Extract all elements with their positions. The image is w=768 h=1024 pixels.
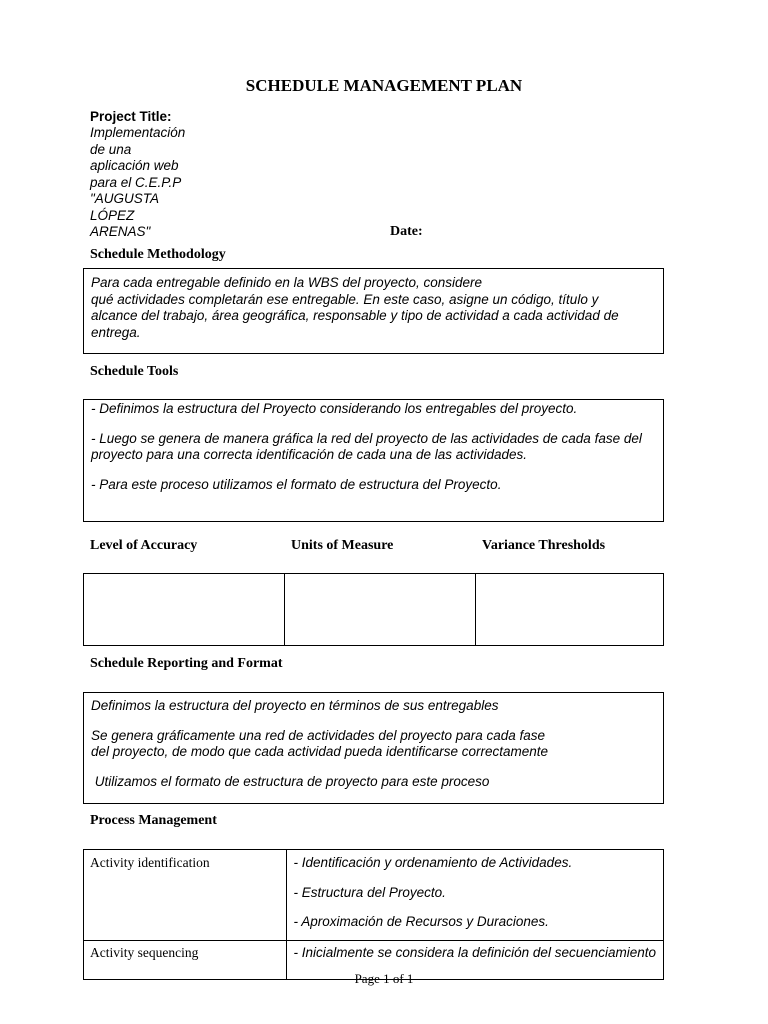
project-title-label: Project Title: (90, 109, 172, 124)
methodology-line: qué actividades completarán ese entregable. En este caso, asigne un código, título y (91, 291, 599, 307)
process-row-items (286, 850, 663, 941)
process-item: - Inicialmente se considera la definición del secuenciamiento (293, 945, 656, 960)
level-of-accuracy-cell[interactable] (84, 574, 285, 646)
tools-heading: Schedule Tools (90, 364, 179, 379)
process-row-label: Activity sequencing (84, 941, 287, 980)
process-item: - Aproximación de Recursos y Duraciones. (293, 914, 549, 929)
reporting-box (83, 692, 664, 804)
methodology-line: alcance del trabajo, área geográfica, responsable y tipo de actividad a cada actividad de (91, 308, 619, 323)
reporting-paragraph: Utilizamos el formato de estructura de proyecto para este proceso (91, 773, 490, 789)
tools-line: proyecto para una correcta identificación de cada una de las actividades. (91, 447, 528, 462)
process-heading: Process Management (90, 813, 217, 828)
project-title-line: ARENAS" (90, 224, 151, 239)
tools-paragraph: - Para este proceso utilizamos el formato de estructura del Proyecto. (91, 476, 502, 492)
variance-thresholds-header: Variance Thresholds (482, 538, 606, 553)
methodology-heading: Schedule Methodology (90, 247, 226, 262)
project-title-value (90, 125, 200, 241)
reporting-paragraph (91, 728, 656, 761)
process-item: - Estructura del Proyecto. (293, 884, 446, 900)
project-title-line: LÓPEZ (90, 207, 135, 223)
project-title-line: Implementación (90, 125, 186, 140)
document-title: SCHEDULE MANAGEMENT PLAN (245, 76, 523, 95)
level-of-accuracy-header: Level of Accuracy (90, 538, 198, 553)
date-label: Date: (390, 224, 423, 239)
reporting-line: Se genera gráficamente una red de actividades del proyecto para cada fase (91, 727, 546, 743)
tools-line: - Luego se genera de manera gráfica la red del proyecto de las actividades de cada fase del (91, 430, 642, 446)
process-item: - Identificación y ordenamiento de Actividades. (293, 855, 573, 870)
table-row (84, 850, 664, 941)
reporting-paragraph: Definimos la estructura del proyecto en términos de sus entregables (91, 698, 499, 713)
page-number: Page 1 of 1 (354, 971, 414, 986)
tools-paragraph (91, 431, 656, 464)
reporting-line: del proyecto, de modo que cada actividad pueda identificarse correctamente (91, 744, 549, 759)
project-title-line: para el C.E.P.P (90, 174, 182, 190)
project-title-line: "AUGUSTA (90, 191, 160, 206)
reporting-heading: Schedule Reporting and Format (90, 656, 283, 671)
accuracy-table (83, 573, 664, 646)
process-table (83, 849, 664, 980)
methodology-line: entrega. (91, 324, 141, 340)
units-of-measure-cell[interactable] (285, 574, 476, 646)
variance-thresholds-cell[interactable] (476, 574, 664, 646)
methodology-line: Para cada entregable definido en la WBS del proyecto, considere (91, 275, 482, 290)
project-title-line: de una (90, 141, 132, 157)
methodology-box (83, 268, 664, 354)
tools-paragraph: - Definimos la estructura del Proyecto considerando los entregables del proyecto. (91, 401, 578, 416)
project-title-line: aplicación web (90, 158, 179, 173)
tools-box (83, 399, 664, 522)
units-of-measure-header: Units of Measure (291, 538, 394, 553)
process-row-label: Activity identification (84, 850, 287, 941)
